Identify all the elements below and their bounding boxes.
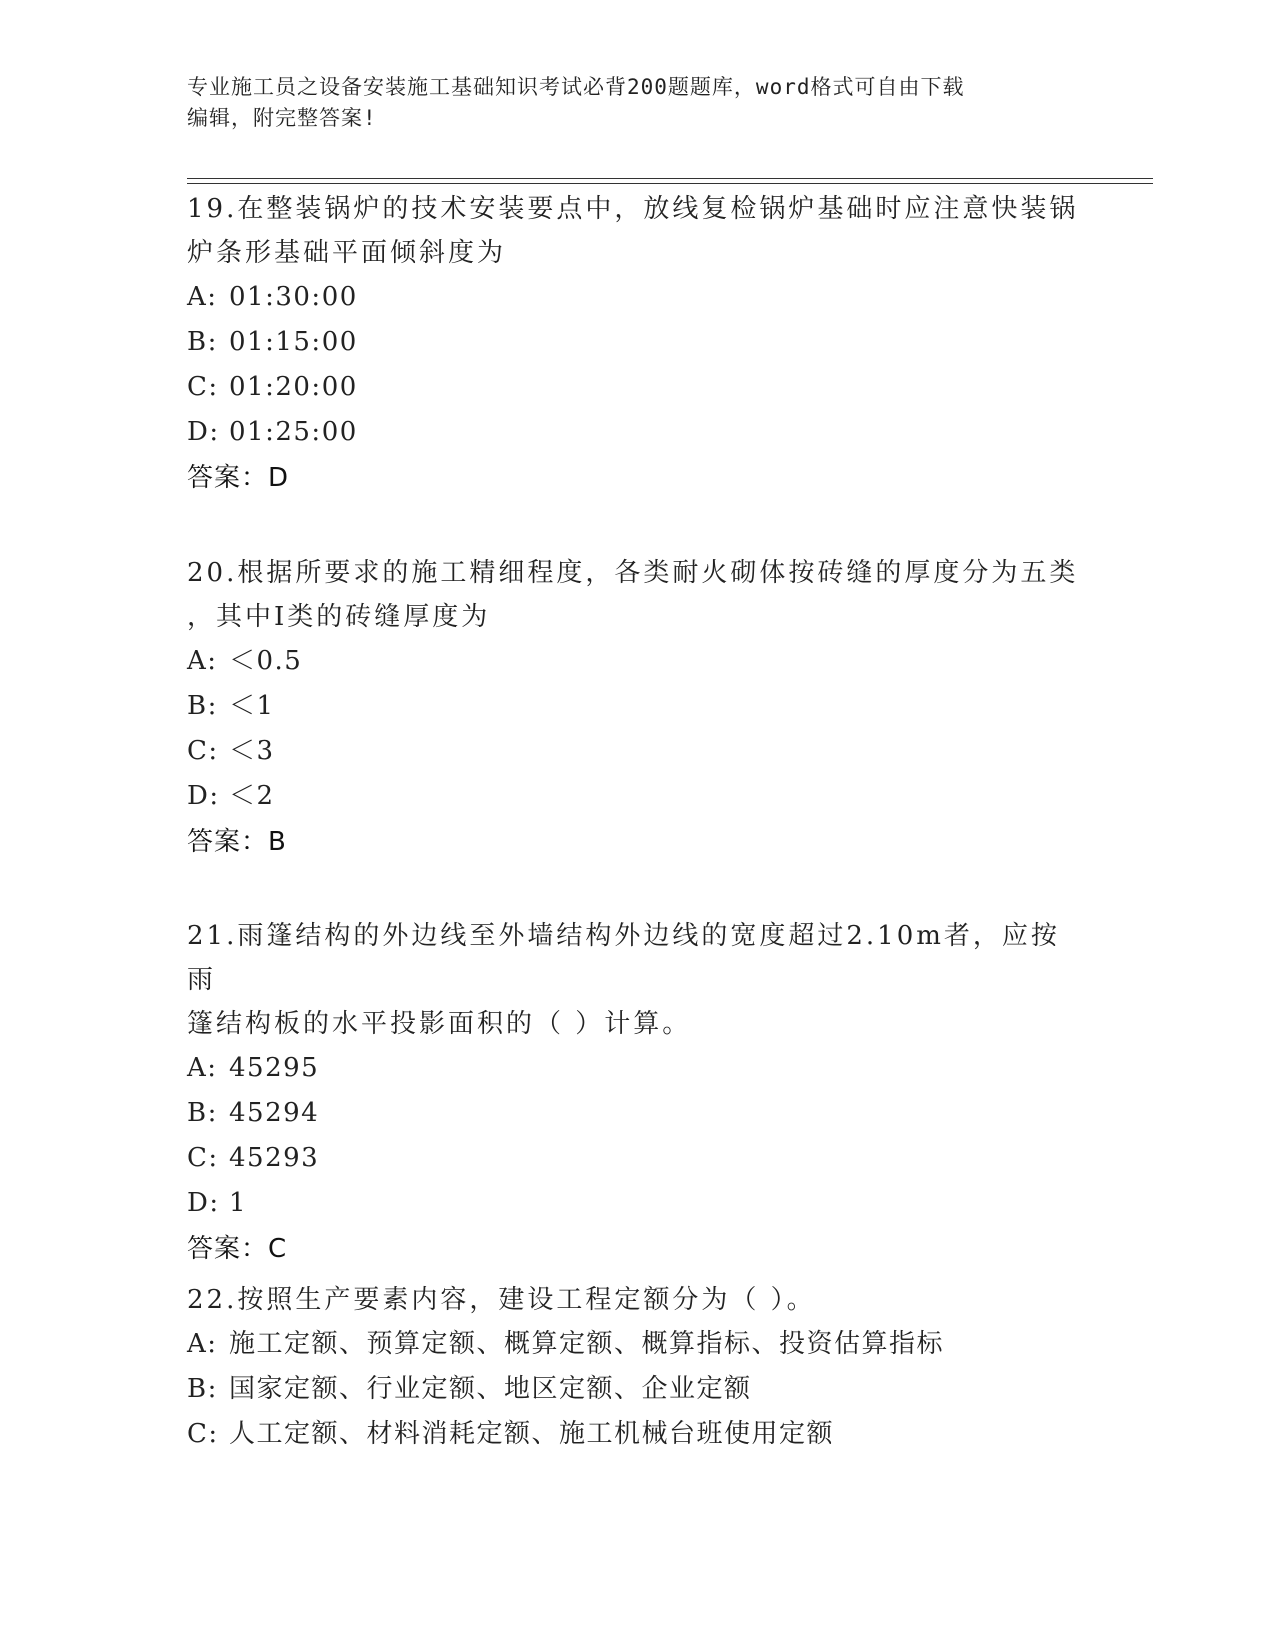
option-d xyxy=(187,410,1087,455)
option-key: C: xyxy=(187,1419,219,1449)
question-19 xyxy=(187,187,1087,501)
option-b xyxy=(187,320,1087,365)
option-text: 01:30:00 xyxy=(229,282,358,312)
option-text: 国家定额、行业定额、地区定额、企业定额 xyxy=(229,1374,752,1404)
question-stem-line: 篷结构板的水平投影面积的（ ）计算。 xyxy=(187,1009,692,1039)
option-key: D: xyxy=(187,1188,220,1218)
question-stem-line: 炉条形基础平面倾斜度为 xyxy=(187,238,507,268)
option-text: 45295 xyxy=(229,1053,320,1083)
option-key: C: xyxy=(187,736,219,766)
option-text: 01:15:00 xyxy=(229,327,358,357)
option-a xyxy=(187,275,1087,320)
question-stem-line: 22.按照生产要素内容，建设工程定额分为（ ）。 xyxy=(187,1285,816,1315)
option-text: ＜0.5 xyxy=(229,646,303,676)
option-c xyxy=(187,1136,1087,1181)
option-d xyxy=(187,774,1087,819)
option-key: C: xyxy=(187,372,219,402)
header-line-1: 专业施工员之设备安装施工基础知识考试必背200题题库，word格式可自由下载 xyxy=(187,75,965,99)
option-key: A: xyxy=(187,282,218,312)
document-header xyxy=(187,72,1087,134)
option-key: B: xyxy=(187,1098,218,1128)
option-b xyxy=(187,684,1087,729)
question-21 xyxy=(187,914,1087,1272)
option-b xyxy=(187,1367,1087,1412)
option-key: B: xyxy=(187,1374,218,1404)
option-a xyxy=(187,1046,1087,1091)
option-b xyxy=(187,1091,1087,1136)
option-text: ＜1 xyxy=(229,691,275,721)
question-stem-line: 21.雨篷结构的外边线至外墙结构外边线的宽度超过2.10m者，应按雨 xyxy=(187,921,1060,995)
option-text: 01:20:00 xyxy=(229,372,358,402)
header-line-2: 编辑，附完整答案! xyxy=(187,106,377,130)
answer-label: 答案：B xyxy=(187,827,287,857)
option-d xyxy=(187,1181,1087,1226)
option-c xyxy=(187,729,1087,774)
option-text: 45293 xyxy=(229,1143,320,1173)
option-key: A: xyxy=(187,646,218,676)
option-key: A: xyxy=(187,1329,218,1359)
header-divider-top xyxy=(187,178,1153,179)
option-key: C: xyxy=(187,1143,219,1173)
option-text: ＜3 xyxy=(229,736,275,766)
question-stem-line: 20.根据所要求的施工精细程度，各类耐火砌体按砖缝的厚度分为五类 xyxy=(187,558,1079,588)
question-stem-line: 19.在整装锅炉的技术安装要点中，放线复检锅炉基础时应注意快装锅 xyxy=(187,194,1079,224)
question-20 xyxy=(187,551,1087,865)
option-text: 施工定额、预算定额、概算定额、概算指标、投资估算指标 xyxy=(229,1329,945,1359)
header-divider-bottom xyxy=(187,183,1153,184)
option-text: 1 xyxy=(229,1188,248,1218)
option-key: B: xyxy=(187,327,218,357)
answer-label: 答案：D xyxy=(187,463,290,493)
question-stem-line: ，其中Ⅰ类的砖缝厚度为 xyxy=(187,602,491,632)
option-c xyxy=(187,365,1087,410)
question-22 xyxy=(187,1278,1087,1457)
option-key: B: xyxy=(187,691,218,721)
option-a xyxy=(187,639,1087,684)
answer-label: 答案：C xyxy=(187,1234,288,1264)
option-key: A: xyxy=(187,1053,218,1083)
option-text: 人工定额、材料消耗定额、施工机械台班使用定额 xyxy=(229,1419,835,1449)
option-a xyxy=(187,1322,1087,1367)
option-text: 45294 xyxy=(229,1098,320,1128)
option-key: D: xyxy=(187,781,220,811)
option-text: ＜2 xyxy=(229,781,275,811)
option-key: D: xyxy=(187,417,220,447)
option-text: 01:25:00 xyxy=(229,417,358,447)
option-c xyxy=(187,1412,1087,1457)
